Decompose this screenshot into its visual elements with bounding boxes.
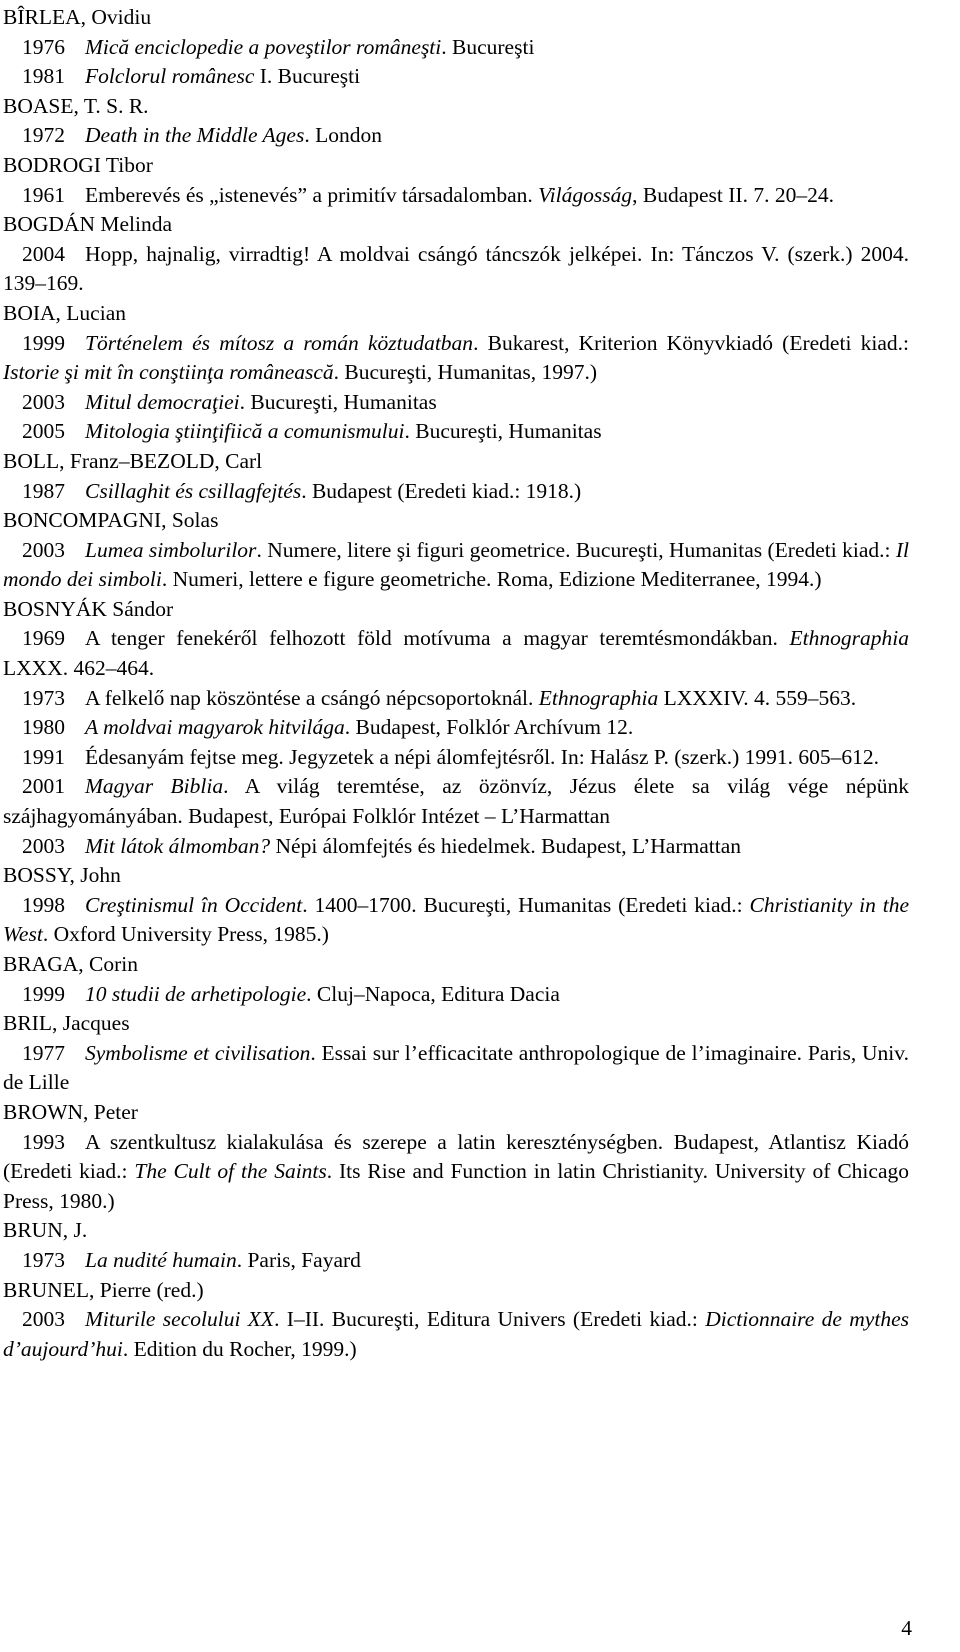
entry-title-italic: Symbolisme et civilisation — [85, 1040, 311, 1065]
author-name: BÎRLEA, Ovidiu — [3, 5, 152, 29]
entry-text: Hopp, hajnalig, virradtig! A moldvai csángó táncszók jelképei. In: Tánczos V. (szerk.) 2004. 139–169. — [3, 241, 909, 296]
entry-title-italic: The Cult of the Saints — [134, 1159, 327, 1184]
entry-year: 1999 — [22, 330, 65, 355]
bibliography-entry — [3, 1305, 909, 1364]
entry-title-italic: Lumea simbolurilor — [85, 537, 257, 562]
entry-text: . Budapest (Eredeti kiad.: 1918.) — [301, 478, 582, 503]
entry-year: 1972 — [22, 123, 65, 148]
entry-title-italic: Miturile secolului XX — [85, 1307, 275, 1332]
bibliography-entry — [3, 624, 909, 683]
entry-year: 1999 — [22, 981, 65, 1006]
author-name: BOSNYÁK Sándor — [3, 596, 174, 621]
entry-title-italic: A moldvai magyarok hitvilága — [85, 715, 345, 740]
bibliography-entry — [3, 713, 909, 743]
author-name: BRUN, J. — [3, 1218, 88, 1243]
entry-title-italic: Csillaghit és csillagfejtés — [85, 478, 302, 503]
bibliography-entry — [3, 743, 909, 773]
entry-text: . Numeri, lettere e figure geometriche. Roma, Edizione Mediterranee, 1994.) — [161, 567, 822, 592]
page-number: 4 — [901, 1616, 912, 1640]
bibliography-entry — [3, 181, 909, 211]
bibliography-entry — [3, 329, 909, 388]
entry-text: . Budapest, Folklór Archívum 12. — [344, 715, 634, 740]
entry-year: 2003 — [22, 1307, 65, 1332]
entry-year: 1991 — [22, 744, 65, 769]
entry-title-italic: Történelem és mítosz a román köztudatban — [85, 330, 474, 355]
entry-title-italic: Világosság — [538, 182, 633, 207]
bibliography-list — [3, 3, 909, 1364]
entry-title-italic: Death in the Middle Ages — [85, 123, 305, 148]
entry-text: . Bucureşti — [441, 34, 535, 59]
author-name: BRUNEL, Pierre (red.) — [3, 1277, 204, 1302]
bibliography-entry — [3, 536, 909, 595]
entry-year: 1976 — [22, 34, 65, 59]
bibliography-entry — [3, 240, 909, 299]
entry-text: . Bukarest, Kriterion Könyvkiadó (Eredeti kiad.: — [473, 330, 909, 355]
entry-text: . Its Rise and Function in latin Christianity. University of Chicago Press, 1980.) — [3, 1159, 909, 1213]
author-name: BONCOMPAGNI, Solas — [3, 508, 219, 533]
entry-text: . Bucureşti, Humanitas — [404, 419, 602, 444]
entry-title-italic: Folclorul românesc — [85, 64, 255, 89]
bibliography-entry — [3, 417, 909, 447]
entry-year: 1993 — [22, 1129, 65, 1154]
entry-text: LXXXIV. 4. 559–563. — [658, 685, 857, 710]
entry-year: 1977 — [22, 1040, 65, 1065]
entry-title-italic: Ethnographia — [789, 626, 909, 651]
bibliography-entry — [3, 477, 909, 507]
entry-text: , Budapest II. 7. 20–24. — [632, 182, 834, 207]
entry-text: . Edition du Rocher, 1999.) — [122, 1336, 357, 1361]
entry-year: 2005 — [22, 419, 65, 444]
entry-year: 2004 — [22, 241, 65, 266]
bibliography-entry — [3, 1128, 909, 1217]
entry-title-italic: Istorie şi mit în conştiinţa românească — [3, 360, 334, 385]
entry-year: 1969 — [22, 626, 65, 651]
entry-title-italic: La nudité humain — [85, 1247, 237, 1272]
entry-year: 2003 — [22, 389, 65, 414]
bibliography-entry — [3, 891, 909, 950]
entry-text: LXXX. 462–464. — [3, 656, 155, 681]
author-name: BROWN, Peter — [3, 1099, 138, 1124]
entry-text: . Numere, litere şi figuri geometrice. Bucureşti, Humanitas (Eredeti kiad.: — [256, 537, 896, 562]
entry-year: 1961 — [22, 182, 65, 207]
entry-title-italic: Mitologia ştiinţifiică a comunismului — [85, 419, 405, 444]
author-name: BODROGI Tibor — [3, 152, 153, 177]
author-name: BOLL, Franz–BEZOLD, Carl — [3, 448, 263, 473]
entry-year: 2003 — [22, 833, 65, 858]
entry-year: 2001 — [22, 774, 65, 799]
entry-text: . London — [304, 123, 382, 148]
bibliography-entry — [3, 388, 909, 418]
entry-text: . Essai sur l’efficacitate anthropologique de l’imaginaire. Paris, Univ. de Lille — [3, 1040, 909, 1095]
entry-text: . Cluj–Napoca, Editura Dacia — [306, 981, 560, 1006]
entry-year: 1980 — [22, 715, 65, 740]
entry-title-italic: Ethnographia — [538, 685, 659, 710]
bibliography-entry — [3, 33, 909, 63]
entry-text: Emberevés és „istenevés” a primitív társadalomban. — [85, 182, 539, 207]
bibliography-entry — [3, 980, 909, 1010]
entry-text: Édesanyám fejtse meg. Jegyzetek a népi álomfejtésről. In: Halász P. (szerk.) 1991. 605–612. — [85, 744, 880, 769]
entry-year: 2003 — [22, 537, 65, 562]
entry-text: . Oxford University Press, 1985.) — [42, 922, 329, 947]
entry-text: I. Bucureşti — [254, 64, 361, 89]
entry-text: . 1400–1700. Bucureşti, Humanitas (Eredeti kiad.: — [302, 892, 750, 917]
entry-year: 1998 — [22, 892, 65, 917]
entry-text: . A világ teremtése, az özönvíz, Jézus élete sa világ vége népünk szájhagyományában. Budapest, Európai Folklór Intézet – L’Harmattan — [3, 774, 910, 829]
entry-text: . Paris, Fayard — [236, 1247, 361, 1272]
entry-title-italic: Christianity in the West — [3, 892, 909, 947]
entry-text: . Bucureşti, Humanitas — [239, 389, 437, 414]
bibliography-entry — [3, 121, 909, 151]
author-name: BRIL, Jacques — [3, 1011, 130, 1036]
bibliography-entry — [3, 684, 909, 714]
entry-text: . I–II. Bucureşti, Editura Univers (Eredeti kiad.: — [274, 1307, 706, 1332]
entry-title-italic: Mitul democraţiei — [85, 389, 240, 414]
bibliography-entry — [3, 1246, 909, 1276]
bibliography-entry — [3, 832, 909, 862]
entry-title-italic: Dictionnaire de mythes d’aujourd’hui — [3, 1307, 909, 1361]
entry-title-italic: Mit látok álmomban? — [85, 833, 271, 858]
bibliography-entry — [3, 62, 909, 92]
entry-title-italic: 10 studii de arhetipologie — [85, 981, 307, 1006]
entry-text: A tenger fenekéről felhozott föld motívuma a magyar teremtésmondákban. — [85, 626, 790, 651]
author-name: BOGDÁN Melinda — [3, 212, 172, 237]
entry-title-italic: Magyar Biblia — [85, 774, 224, 799]
author-name: BOASE, T. S. R. — [3, 93, 149, 118]
author-name: BOIA, Lucian — [3, 300, 126, 325]
author-name: BRAGA, Corin — [3, 952, 138, 976]
entry-text: A felkelő nap köszöntése a csángó népcsoportoknál. — [85, 685, 539, 710]
entry-year: 1973 — [22, 685, 65, 710]
bibliography-entry — [3, 1039, 909, 1098]
entry-text: A szentkultusz kialakulása és szerepe a latin kereszténységben. Budapest, Atlantisz Kiadó (Eredeti kiad.: — [3, 1129, 909, 1184]
entry-title-italic: Il mondo dei simboli — [3, 537, 909, 592]
entry-year: 1981 — [22, 64, 65, 89]
entry-title-italic: Mică enciclopedie a poveştilor româneşti — [85, 34, 442, 59]
entry-year: 1987 — [22, 478, 65, 503]
entry-title-italic: Creştinismul în Occident — [85, 892, 303, 917]
author-name: BOSSY, John — [3, 863, 121, 888]
entry-text: Népi álomfejtés és hiedelmek. Budapest, L’Harmattan — [270, 833, 741, 858]
bibliography-entry — [3, 772, 909, 831]
entry-text: . Bucureşti, Humanitas, 1997.) — [333, 360, 597, 385]
entry-year: 1973 — [22, 1247, 65, 1272]
